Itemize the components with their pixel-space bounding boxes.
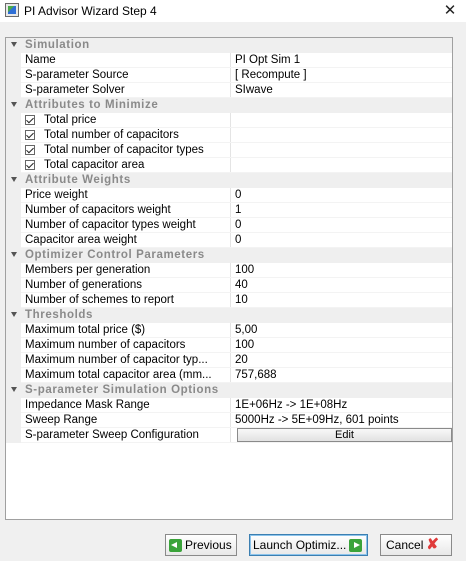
column-divider bbox=[230, 128, 231, 143]
row-gutter bbox=[6, 218, 21, 233]
checkbox[interactable] bbox=[25, 115, 35, 125]
row-gutter bbox=[6, 53, 21, 68]
row-gutter bbox=[6, 113, 21, 128]
row-gutter bbox=[6, 143, 21, 158]
property-label: Name bbox=[25, 54, 56, 66]
property-row[interactable] bbox=[6, 203, 452, 218]
property-label: Maximum total price ($) bbox=[25, 324, 146, 336]
property-row[interactable] bbox=[6, 338, 452, 353]
app-icon bbox=[5, 3, 19, 17]
column-divider bbox=[230, 413, 231, 428]
column-divider bbox=[230, 398, 231, 413]
column-divider bbox=[230, 143, 231, 158]
launch-optimizer-button[interactable] bbox=[249, 534, 368, 556]
row-gutter bbox=[6, 293, 21, 308]
property-label: Maximum total capacitor area (mm... bbox=[25, 369, 212, 381]
previous-button-label: Previous bbox=[185, 538, 232, 552]
previous-button[interactable] bbox=[165, 534, 237, 556]
property-value[interactable]: 0 bbox=[235, 234, 242, 246]
property-row[interactable] bbox=[6, 188, 452, 203]
property-label: Total number of capacitors bbox=[44, 129, 179, 141]
row-separator bbox=[21, 442, 452, 443]
collapse-arrow-icon[interactable] bbox=[11, 42, 17, 47]
property-row[interactable] bbox=[6, 68, 452, 83]
property-value[interactable]: 10 bbox=[235, 294, 248, 306]
property-value[interactable]: 100 bbox=[235, 339, 255, 351]
collapse-arrow-icon[interactable] bbox=[11, 387, 17, 392]
close-icon[interactable]: ✕ bbox=[443, 2, 457, 19]
property-row[interactable] bbox=[6, 293, 452, 308]
property-value[interactable]: 1 bbox=[235, 204, 242, 216]
property-label: Number of generations bbox=[25, 279, 142, 291]
row-gutter bbox=[6, 68, 21, 83]
property-label: Number of capacitors weight bbox=[25, 204, 171, 216]
category-label: Simulation bbox=[25, 39, 90, 51]
property-label: Maximum number of capacitors bbox=[25, 339, 186, 351]
category-row[interactable] bbox=[6, 173, 452, 188]
checkbox[interactable] bbox=[25, 130, 35, 140]
property-value[interactable]: 100 bbox=[235, 264, 255, 276]
column-divider bbox=[230, 218, 231, 233]
row-gutter bbox=[6, 353, 21, 368]
column-divider bbox=[230, 233, 231, 248]
collapse-arrow-icon[interactable] bbox=[11, 102, 17, 107]
property-row[interactable] bbox=[6, 218, 452, 233]
row-gutter bbox=[6, 263, 21, 278]
row-gutter bbox=[6, 188, 21, 203]
collapse-arrow-icon[interactable] bbox=[11, 177, 17, 182]
collapse-arrow-icon[interactable] bbox=[11, 312, 17, 317]
property-row[interactable] bbox=[6, 263, 452, 278]
category-label: Attributes to Minimize bbox=[25, 99, 159, 111]
property-row[interactable] bbox=[6, 428, 452, 443]
property-grid bbox=[5, 37, 453, 520]
category-row[interactable] bbox=[6, 248, 452, 263]
property-value[interactable]: 1E+06Hz -> 1E+08Hz bbox=[235, 399, 348, 411]
column-divider bbox=[230, 188, 231, 203]
property-row[interactable] bbox=[6, 413, 452, 428]
column-divider bbox=[230, 158, 231, 173]
column-divider bbox=[230, 53, 231, 68]
property-label: Total price bbox=[44, 114, 97, 126]
collapse-arrow-icon[interactable] bbox=[11, 252, 17, 257]
column-divider bbox=[230, 68, 231, 83]
property-value[interactable]: 757,688 bbox=[235, 369, 277, 381]
row-gutter bbox=[6, 233, 21, 248]
property-label: Impedance Mask Range bbox=[25, 399, 150, 411]
row-gutter bbox=[6, 158, 21, 173]
category-label: Thresholds bbox=[25, 309, 93, 321]
column-divider bbox=[230, 428, 231, 443]
property-row[interactable] bbox=[6, 278, 452, 293]
property-label: Price weight bbox=[25, 189, 88, 201]
column-divider bbox=[230, 293, 231, 308]
cancel-button-label: Cancel bbox=[386, 538, 424, 552]
property-row[interactable] bbox=[6, 398, 452, 413]
category-label: Attribute Weights bbox=[25, 174, 131, 186]
property-row[interactable] bbox=[6, 323, 452, 338]
row-gutter bbox=[6, 338, 21, 353]
launch-button-label: Launch Optimiz... bbox=[253, 538, 347, 552]
column-divider bbox=[230, 203, 231, 218]
category-label: S-parameter Simulation Options bbox=[25, 384, 219, 396]
column-divider bbox=[230, 113, 231, 128]
row-gutter bbox=[6, 83, 21, 98]
column-divider bbox=[230, 353, 231, 368]
property-value[interactable]: PI Opt Sim 1 bbox=[235, 54, 301, 66]
category-row[interactable] bbox=[6, 38, 452, 53]
checkbox[interactable] bbox=[25, 145, 35, 155]
property-label: Maximum number of capacitor typ... bbox=[25, 354, 208, 366]
row-gutter bbox=[6, 368, 21, 383]
property-label: Capacitor area weight bbox=[25, 234, 137, 246]
row-gutter bbox=[6, 278, 21, 293]
column-divider bbox=[230, 368, 231, 383]
property-value[interactable]: 5000Hz -> 5E+09Hz, 601 points bbox=[235, 414, 399, 426]
property-label: Number of capacitor types weight bbox=[25, 219, 196, 231]
column-divider bbox=[230, 338, 231, 353]
property-label: S-parameter Solver bbox=[25, 84, 125, 96]
column-divider bbox=[230, 323, 231, 338]
category-label: Optimizer Control Parameters bbox=[25, 249, 205, 261]
edit-button[interactable]: Edit bbox=[237, 428, 452, 442]
property-value[interactable]: 0 bbox=[235, 189, 242, 201]
property-value[interactable]: [ Recompute ] bbox=[235, 69, 307, 81]
property-row[interactable] bbox=[6, 158, 452, 173]
row-gutter bbox=[6, 413, 21, 428]
property-label: Sweep Range bbox=[25, 414, 98, 426]
property-label: S-parameter Sweep Configuration bbox=[25, 429, 199, 441]
row-gutter bbox=[6, 203, 21, 218]
property-value[interactable]: 20 bbox=[235, 354, 248, 366]
cancel-x-icon: ✘ bbox=[426, 536, 439, 553]
property-row[interactable] bbox=[6, 368, 452, 383]
cancel-button[interactable] bbox=[380, 534, 452, 556]
row-gutter bbox=[6, 128, 21, 143]
property-value[interactable]: 40 bbox=[235, 279, 248, 291]
title-bar bbox=[0, 0, 466, 22]
checkbox[interactable] bbox=[25, 160, 35, 170]
property-row[interactable] bbox=[6, 143, 452, 158]
column-divider bbox=[230, 263, 231, 278]
column-divider bbox=[230, 83, 231, 98]
property-value[interactable]: 5,00 bbox=[235, 324, 258, 336]
arrow-left-icon bbox=[169, 539, 182, 552]
property-label: Members per generation bbox=[25, 264, 151, 276]
row-gutter bbox=[6, 398, 21, 413]
property-row[interactable] bbox=[6, 113, 452, 128]
property-row[interactable] bbox=[6, 233, 452, 248]
category-row[interactable] bbox=[6, 308, 452, 323]
category-row[interactable] bbox=[6, 98, 452, 113]
property-row[interactable] bbox=[6, 53, 452, 68]
window-title: PI Advisor Wizard Step 4 bbox=[24, 4, 157, 18]
category-row[interactable] bbox=[6, 383, 452, 398]
property-label: Total capacitor area bbox=[44, 159, 145, 171]
row-gutter bbox=[6, 323, 21, 338]
property-row[interactable] bbox=[6, 83, 452, 98]
property-row[interactable] bbox=[6, 128, 452, 143]
arrow-right-icon bbox=[349, 539, 362, 552]
property-label: Total number of capacitor types bbox=[44, 144, 204, 156]
row-gutter bbox=[6, 428, 21, 443]
property-label: Number of schemes to report bbox=[25, 294, 174, 306]
column-divider bbox=[230, 278, 231, 293]
property-value[interactable]: 0 bbox=[235, 219, 242, 231]
property-row[interactable] bbox=[6, 353, 452, 368]
property-label: S-parameter Source bbox=[25, 69, 129, 81]
property-value[interactable]: SIwave bbox=[235, 84, 273, 96]
